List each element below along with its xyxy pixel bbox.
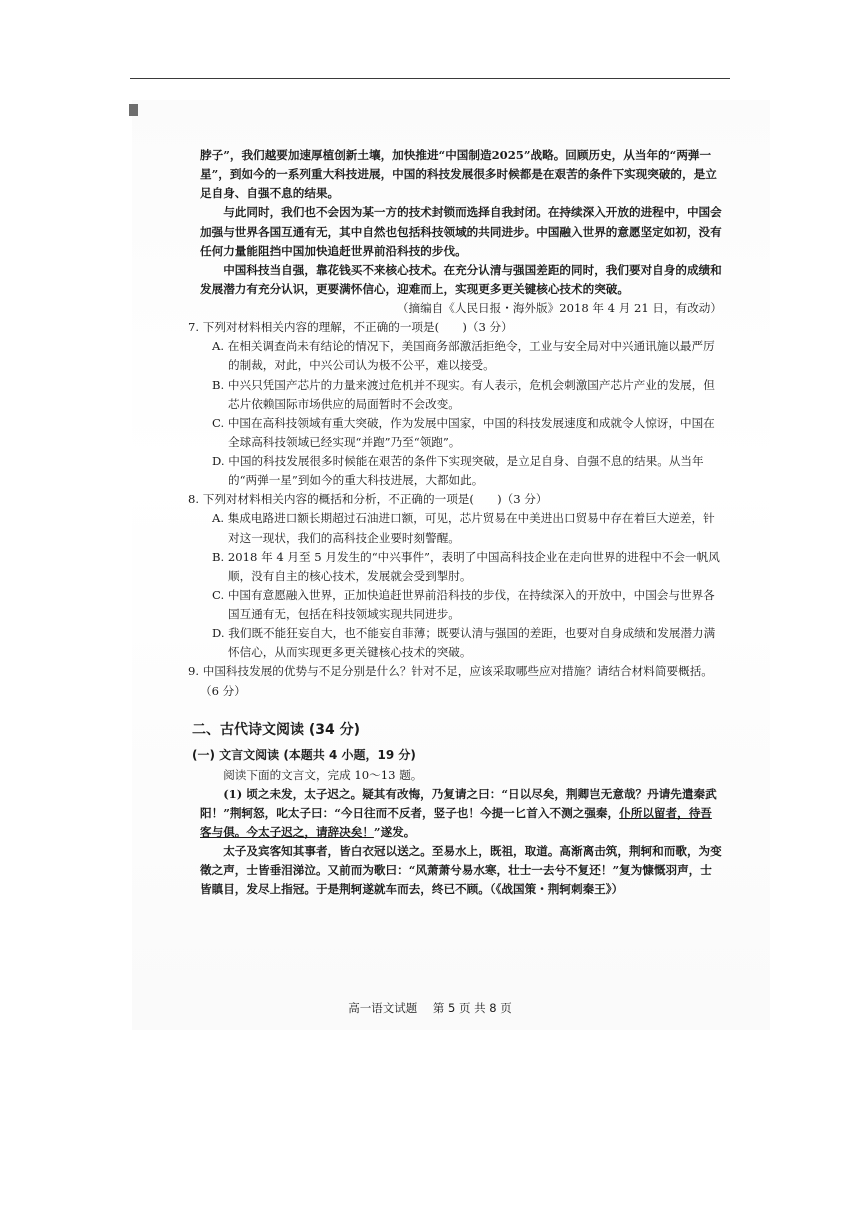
question-9	[188, 662, 722, 700]
question-7	[188, 318, 722, 490]
question-8-option-a: A. 集成电路进口额长期超过石油进口额，可见，芯片贸易在中美进出口贸易中存在着巨大逆差，针对这一现状，我们的高科技企业要时刻警醒。	[212, 511, 715, 545]
question-7-option-c: C. 中国在高科技领域有重大突破，作为发展中国家，中国的科技发展速度和成就令人惊讶，中国在全球高科技领域已经实现“并跑”乃至“领跑”。	[212, 415, 715, 449]
section-2-subtitle: (一) 文言文阅读 (本题共 4 小题，19 分)	[192, 747, 416, 762]
passage-paragraph-2: 与此同时，我们也不会因为某一方的技术封锁而选择自我封闭。在持续深入开放的进程中，中国会加强与世界各国互通有无，其中自然也包括科技领域的共同进步。中国融入世界的意愿坚定如初，没有任何力量能阻挡中国加快追赶世界前沿科技的步伐。	[200, 205, 722, 258]
classical-text-p1-start: (1) 顷之未发，太子迟之。疑其有改悔，乃复请之曰：“日以尽矣，荆卿岂无意哉？丹请先遣秦武阳！”荆轲怒，叱太子曰：“今日往而不反者，竖子也！今提一匕首入不测之强秦，	[200, 786, 717, 820]
header-rule	[130, 78, 730, 79]
section-2-title: 二、古代诗文阅读 (34 分)	[192, 721, 361, 738]
question-8-option-d: D. 我们既不能狂妄自大，也不能妄自菲薄；既要认清与强国的差距，也要对自身成绩和发展潜力满怀信心，从而实现更多更关键核心技术的突破。	[212, 626, 716, 660]
question-8	[188, 490, 722, 662]
page-content	[188, 146, 722, 899]
footer-subject: 高一语文试题	[348, 1001, 418, 1015]
question-8-stem: 8. 下列对材料相关内容的概括和分析，不正确的一项是( )（3 分）	[188, 492, 548, 507]
classical-text-paragraph-2: 太子及宾客知其事者，皆白衣冠以送之。至易水上，既祖，取道。高渐离击筑，荆轲和而歌，为变徵之声，士皆垂泪涕泣。又前而为歌曰：“风萧萧兮易水寒，壮士一去兮不复还！”复为慷慨羽声，士皆瞋目，发尽上指冠。于是荆轲遂就车而去，终已不顾。（《战国策・荆轲刺秦王》）	[200, 844, 722, 897]
classical-text-p1-end: ”遂发。	[373, 824, 416, 839]
classical-text-paragraph-1	[200, 785, 722, 842]
question-7-stem: 7. 下列对材料相关内容的理解，不正确的一项是( )（3 分）	[188, 320, 513, 335]
question-7-option-d: D. 中国的科技发展很多时候能在艰苦的条件下实现突破，是立足自身、自强不息的结果。从当年的“两弹一星”到如今的重大科技进展，大都如此。	[212, 454, 704, 488]
question-8-option-b: B. 2018 年 4 月至 5 月发生的“中兴事件”，表明了中国高科技企业在走向世界的进程中不会一帆风顺，没有自主的核心技术，发展就会受到掣肘。	[212, 549, 720, 583]
passage-source: （摘编自《人民日报・海外版》2018 年 4 月 21 日，有改动）	[396, 301, 722, 315]
section-2-instruction: 阅读下面的文言文，完成 10～13 题。	[223, 767, 423, 782]
classical-text-underlined-sentence: 仆所以留者，待吾客与俱。今太子迟之，请辞决矣！	[200, 805, 712, 839]
scan-corner-mark	[129, 104, 138, 116]
footer-page-number: 第 5 页 共 8 页	[432, 1001, 512, 1015]
passage-paragraph-1: 脖子”，我们越要加速厚植创新土壤，加快推进“中国制造2025”战略。回顾历史，从当年的“两弹一星”，到如今的一系列重大科技进展，中国的科技发展很多时候都是在艰苦的条件下实现突破的，是立足自身、自强不息的结果。	[200, 148, 717, 201]
question-7-option-b: B. 中兴只凭国产芯片的力量来渡过危机并不现实。有人表示，危机会刺激国产芯片产业的发展，但芯片依赖国际市场供应的局面暂时不会改变。	[212, 377, 715, 411]
question-8-option-c: C. 中国有意愿融入世界，正加快追赶世界前沿科技的步伐，在持续深入的开放中，中国会与世界各国互通有无，包括在科技领域实现共同进步。	[212, 587, 715, 621]
question-7-option-a: A. 在相关调查尚未有结论的情况下，美国商务部激活拒绝令，工业与安全局对中兴通讯施以最严厉的制裁，对此，中兴公司认为极不公平，难以接受。	[212, 339, 715, 373]
question-9-stem: 9. 中国科技发展的优势与不足分别是什么？针对不足，应该采取哪些应对措施？请结合材料简要概括。（6 分）	[188, 664, 713, 698]
passage-paragraph-3: 中国科技当自强，靠花钱买不来核心技术。在充分认清与强国差距的同时，我们要对自身的成绩和发展潜力有充分认识，更要满怀信心，迎难而上，实现更多更关键核心技术的突破。	[200, 262, 722, 296]
page-footer	[0, 1000, 860, 1016]
